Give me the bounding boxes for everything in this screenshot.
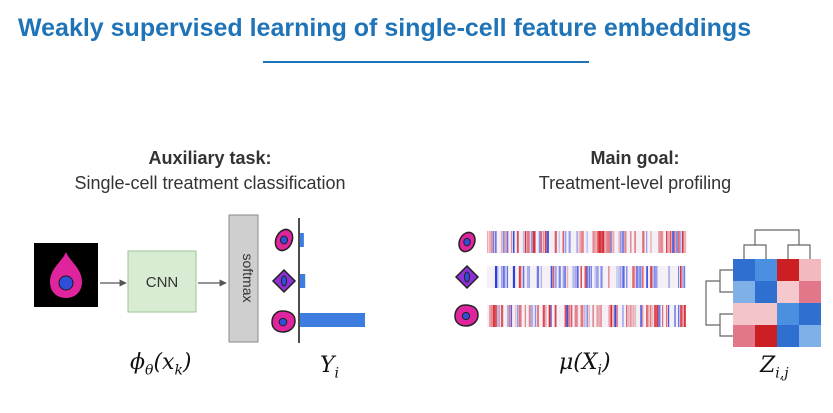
heatmap-cell — [799, 259, 821, 281]
profile-strip-2 — [487, 266, 686, 288]
z-ij-label: $Z_{i,j}$ — [760, 353, 789, 382]
bar-cell-2 — [300, 274, 305, 288]
class-icon-1 — [272, 227, 296, 254]
class-icon-3 — [272, 311, 295, 332]
heatmap-cell — [777, 259, 799, 281]
page-title: Weakly supervised learning of single-cell feature embeddings — [18, 14, 752, 42]
auxiliary-heading: Auxiliary task: — [148, 148, 272, 168]
profile-icon-2 — [456, 266, 478, 288]
heatmap-cell — [733, 281, 755, 303]
dendrogram-top — [744, 230, 810, 260]
mu-label: $\mu(X_i)$ — [559, 350, 611, 379]
bar-cell-3 — [300, 313, 365, 327]
heatmap-cell — [777, 325, 799, 347]
heatmap-cell — [799, 325, 821, 347]
auxiliary-subheading: Single-cell treatment classification — [74, 173, 346, 193]
bar-cell-1 — [300, 233, 304, 247]
main-goal-heading: Main goal: — [590, 148, 680, 168]
y-i-label — [320, 353, 339, 381]
heatmap-cell — [777, 303, 799, 325]
cnn-label: CNN — [145, 274, 179, 291]
class-icon-2 — [273, 270, 295, 292]
softmax-label: softmax — [240, 253, 256, 303]
dendrogram-left — [706, 270, 733, 336]
input-cell-image — [34, 243, 98, 307]
main-goal-subheading: Treatment-level profiling — [538, 173, 732, 193]
profile-icon-3 — [455, 305, 478, 326]
profile-icon-1 — [456, 230, 478, 254]
heatmap-cell — [755, 325, 777, 347]
profile-strip-1 — [487, 231, 686, 253]
heatmap-cell — [777, 281, 799, 303]
heatmap-cell — [733, 303, 755, 325]
heatmap-cell — [799, 281, 821, 303]
profile-strip-3 — [487, 305, 686, 327]
phi-theta-label: $\phi_\theta(x_k)$ — [130, 350, 192, 379]
heatmap — [733, 259, 821, 347]
heatmap-cell — [733, 259, 755, 281]
heatmap-cell — [755, 281, 777, 303]
heatmap-cell — [733, 325, 755, 347]
heatmap-cell — [755, 259, 777, 281]
y-i-text: $Y_i$ — [320, 353, 340, 382]
heatmap-cell — [755, 303, 777, 325]
heatmap-cell — [799, 303, 821, 325]
